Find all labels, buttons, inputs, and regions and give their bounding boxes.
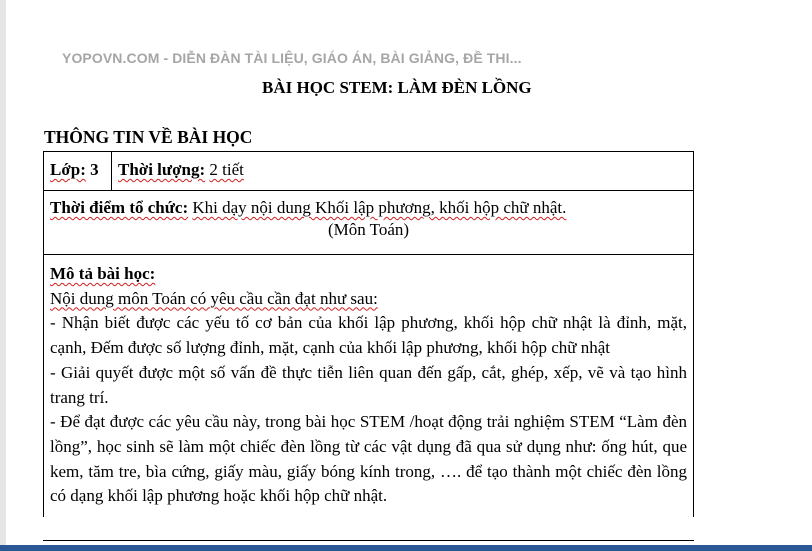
description-label: Mô tả bài học: — [50, 264, 156, 283]
timing-value: Khi dạy nội dung Khối lập phương, khối hộp chữ nhật. — [192, 198, 567, 217]
grade-cell — [44, 152, 112, 190]
duration-value: 2 tiết — [209, 160, 244, 179]
table-row-description — [44, 255, 693, 517]
section-heading: THÔNG TIN VỀ BÀI HỌC — [44, 127, 253, 147]
timing-subject: (Môn Toán) — [327, 220, 410, 239]
duration-cell — [112, 152, 244, 190]
description-item-1: - Nhận biết được các yếu tố cơ bản của khối lập phương, khối hộp chữ nhật là đỉnh, mặt, cạnh, Đếm được số lượng đỉnh, mặt, cạnh của khối lập phương, khối hộp chữ nhật — [50, 313, 687, 358]
grade-label: Lớp: — [50, 160, 86, 179]
window-bottom-bar — [0, 545, 812, 551]
watermark-text: YOPOVN.COM - DIỄN ĐÀN TÀI LIỆU, GIÁO ÁN, BÀI GIẢNG, ĐỀ THI... — [62, 50, 522, 66]
table-row-timing — [44, 191, 693, 255]
table-row-grade-duration — [44, 152, 693, 191]
table-bottom-border — [43, 540, 694, 541]
timing-label: Thời điểm tổ chức: — [50, 198, 189, 217]
grade-value: 3 — [90, 160, 99, 179]
duration-label: Thời lượng: — [118, 160, 206, 179]
lesson-info-table — [43, 151, 694, 517]
document-title: BÀI HỌC STEM: LÀM ĐÈN LỒNG — [262, 78, 532, 97]
description-item-2: - Giải quyết được một số vấn đề thực tiễn liên quan đến gấp, cắt, ghép, xếp, vẽ và tạo hình trang trí. — [50, 362, 687, 407]
timing-line — [50, 198, 687, 218]
description-intro: Nội dung môn Toán có yêu cầu cần đạt như sau: — [50, 288, 378, 308]
page-edge — [0, 0, 6, 551]
description-item-3: - Để đạt được các yêu cầu này, trong bài học STEM /hoạt động trải nghiệm STEM “Làm đèn lồng”, học sinh sẽ làm một chiếc đèn lồng từ các vật dụng đã qua sử dụng như: ống hút, que kem, tăm tre, bìa cứng, giấy màu, giấy bóng kính trong, …. để tạo thành một chiếc đèn lồng có dạng khối lập phương hoặc khối hộp chữ nhật. — [50, 412, 687, 506]
